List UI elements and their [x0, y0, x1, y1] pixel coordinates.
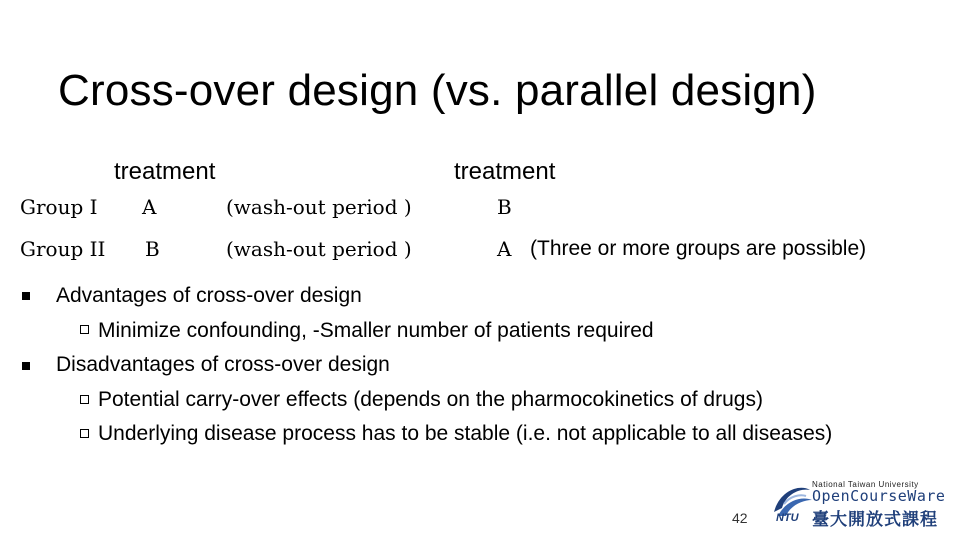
square-bullet-icon — [22, 292, 30, 300]
page-number: 42 — [732, 510, 748, 526]
ocw-cjk-text: 臺大開放式課程 — [812, 510, 938, 529]
hollow-box-bullet-icon — [80, 429, 89, 438]
hollow-box-bullet-icon — [80, 325, 89, 334]
slide-title: Cross-over design (vs. parallel design) — [58, 66, 817, 115]
group-1-label: Group I — [20, 195, 98, 219]
group-1-washout: (wash-out period ) — [226, 195, 412, 219]
bullet-advantages: Advantages of cross-over design — [56, 284, 362, 307]
ntu-university-text: National Taiwan University — [812, 480, 919, 489]
group-1-first-treatment: A — [142, 195, 157, 219]
ocw-text: OpenCourseWare — [812, 487, 946, 505]
group-1-second-treatment: B — [497, 195, 512, 219]
square-bullet-icon — [22, 362, 30, 370]
subitem-disadvantage-1: Potential carry-over effects (depends on the pharmocokinetics of drugs) — [98, 388, 763, 411]
group-2-label: Group II — [20, 237, 106, 261]
group-2-first-treatment: B — [145, 237, 160, 261]
bullet-disadvantages: Disadvantages of cross-over design — [56, 353, 390, 376]
subitem-disadvantage-2: Underlying disease process has to be stable (i.e. not applicable to all diseases) — [98, 422, 833, 445]
ntu-abbrev-text: NTU — [776, 512, 799, 524]
group-2-second-treatment: A — [497, 237, 512, 261]
treatment-header-left: treatment — [114, 158, 216, 185]
hollow-box-bullet-icon — [80, 395, 89, 404]
treatment-header-right: treatment — [454, 158, 556, 185]
group-2-washout: (wash-out period ) — [226, 237, 412, 261]
group-2-note: (Three or more groups are possible) — [530, 237, 867, 260]
subitem-advantage-1: Minimize confounding, -Smaller number of patients required — [98, 319, 654, 342]
